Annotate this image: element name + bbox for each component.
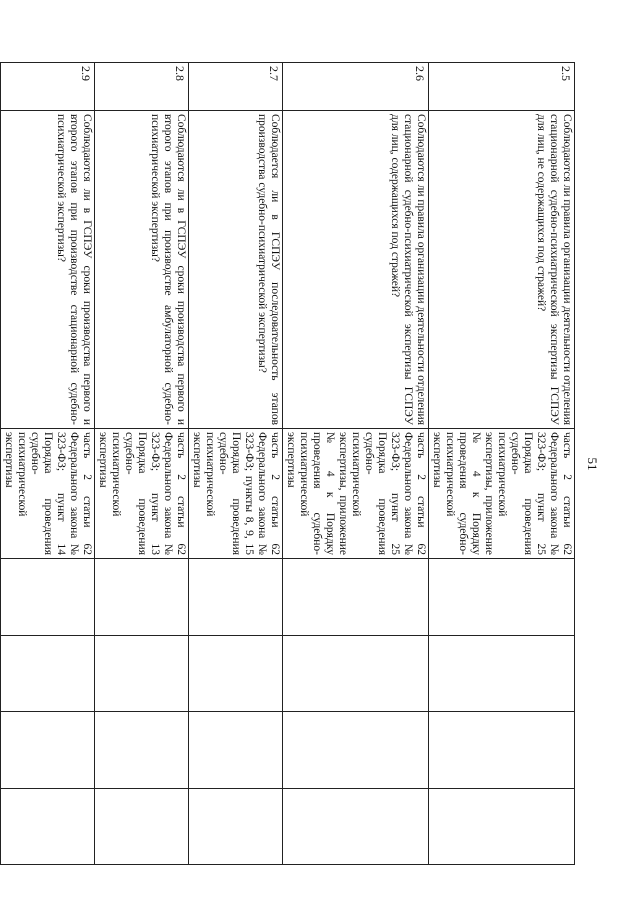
answer-cell	[429, 559, 575, 636]
answer-cell	[1, 635, 95, 712]
checklist-table-container	[3, 62, 575, 864]
answer-cell	[0, 635, 1, 712]
answer-cell	[95, 635, 189, 712]
row-question: Соблюдается ли в ГСПЭУ последовательность этапов производства судебно-психиатрической экспертизы?	[189, 111, 283, 429]
answer-cell	[283, 559, 429, 636]
row-number: 2.8	[95, 63, 189, 111]
answer-cell	[283, 788, 429, 865]
answer-cell	[189, 712, 283, 789]
row-question: Соблюдаются ли в ГСПЭУ сроки производства первого и второго этапов при производстве амбулаторной судебно-психиатрической экспертизы?	[95, 111, 189, 429]
row-number	[0, 63, 1, 111]
row-question	[0, 111, 1, 429]
table-row	[95, 63, 189, 865]
row-legal-basis: часть 2 статьи 62 Федерального закона № 323-ФЗ; пункт 25 Порядка проведения судебно-психиатрической экспертизы, приложение № 4 к Порядку проведения судебно-психиатрической экспертизы	[283, 429, 429, 559]
table-row	[189, 63, 283, 865]
row-legal-basis: часть 2 статьи 62 Федерального закона № 323-ФЗ; пункты 8, 9, 15 Порядка проведения судебно-психиатрической экспертизы	[189, 429, 283, 559]
row-number: 2.6	[283, 63, 429, 111]
rotated-table	[3, 62, 575, 864]
answer-cell	[95, 712, 189, 789]
row-question: Соблюдаются ли в ГСПЭУ сроки производства первого и второго этапов при производстве стационарной судебно-психиатрической экспертизы?	[1, 111, 95, 429]
table-row	[0, 63, 1, 865]
row-number: 2.7	[189, 63, 283, 111]
answer-cell	[0, 559, 1, 636]
answer-cell	[429, 712, 575, 789]
answer-cell	[429, 635, 575, 712]
answer-cell	[95, 559, 189, 636]
row-legal-basis: часть 2 статьи 62 Федерального закона № 323-ФЗ; пункт 25 Порядка проведения судебно-психиатрической экспертизы, приложение № 4 к Порядку проведения судебно-психиатрической экспертизы	[429, 429, 575, 559]
row-legal-basis	[0, 429, 1, 559]
answer-cell	[0, 788, 1, 865]
answer-cell	[1, 712, 95, 789]
table-row	[1, 63, 95, 865]
row-legal-basis: часть 2 статьи 62 Федерального закона № 323-ФЗ; пункт 13 Порядка проведения судебно-психиатрической экспертизы	[95, 429, 189, 559]
row-number: 2.5	[429, 63, 575, 111]
row-question: Соблюдаются ли правила организации деятельности отделения стационарной судебно-психиатрической экспертизы ГСПЭУ для лиц, содержащихся под стражей?	[283, 111, 429, 429]
row-question: Соблюдаются ли правила организации деятельности отделения стационарной судебно-психиатрической экспертизы ГСПЭУ для лиц, не содержащихся под стражей?	[429, 111, 575, 429]
answer-cell	[429, 788, 575, 865]
checklist-table	[0, 62, 575, 865]
answer-cell	[1, 559, 95, 636]
answer-cell	[189, 635, 283, 712]
page-number: 51	[585, 457, 600, 471]
row-number: 2.9	[1, 63, 95, 111]
answer-cell	[189, 559, 283, 636]
table-row	[283, 63, 429, 865]
answer-cell	[0, 712, 1, 789]
answer-cell	[1, 788, 95, 865]
answer-cell	[189, 788, 283, 865]
answer-cell	[95, 788, 189, 865]
answer-cell	[283, 712, 429, 789]
answer-cell	[283, 635, 429, 712]
table-row	[429, 63, 575, 865]
row-legal-basis: часть 2 статьи 62 Федерального закона № 323-ФЗ; пункт 14 Порядка проведения судебно-психиатрической экспертизы	[1, 429, 95, 559]
